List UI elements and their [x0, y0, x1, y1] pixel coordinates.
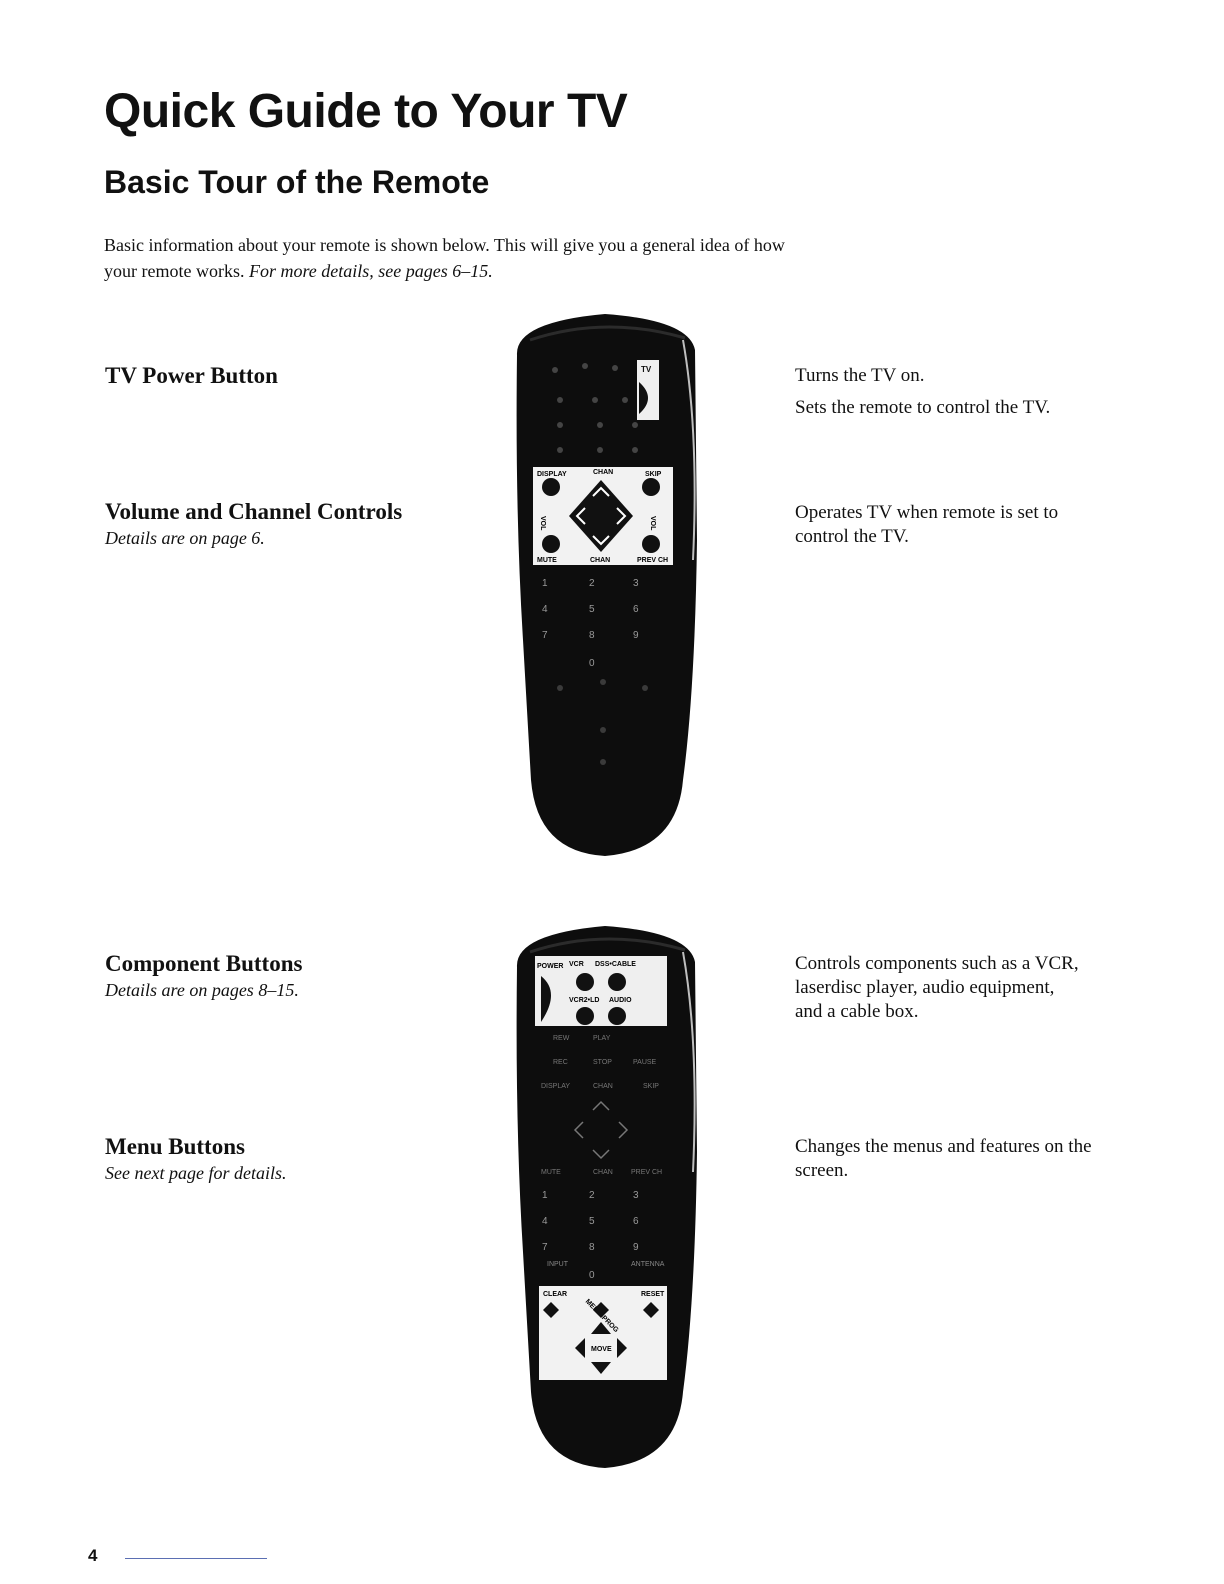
component-label — [105, 950, 302, 1002]
intro-text: Basic information about your remote is shown below. This will give you a general idea of how your remote works. — [104, 235, 785, 281]
digit-0: 0 — [589, 1270, 595, 1281]
menu-label — [105, 1133, 286, 1185]
digit-9: 9 — [633, 1242, 639, 1253]
power-title: TV Power Button — [105, 363, 278, 388]
display-label: DISPLAY — [541, 1083, 571, 1090]
reset-label: RESET — [641, 1291, 665, 1298]
digit-7: 7 — [542, 1242, 548, 1253]
footer-rule — [125, 1558, 267, 1559]
dss-cable-label: DSS•CABLE — [595, 961, 636, 968]
power-desc-line1: Turns the TV on. — [795, 365, 925, 386]
section-title: Basic Tour of the Remote — [104, 164, 490, 200]
skip-label: SKIP — [645, 471, 662, 478]
clear-label: CLEAR — [543, 1291, 568, 1298]
mute-button — [542, 535, 560, 553]
digit-4: 4 — [542, 1216, 548, 1227]
intro-details-reference: For more details, see pages 6–15. — [248, 261, 493, 281]
menu-description: Changes the menus and features on the screen. — [795, 1136, 1092, 1181]
vcr2-ld-button — [576, 1007, 594, 1025]
digit-2: 2 — [589, 1190, 595, 1201]
antenna-label: ANTENNA — [631, 1261, 665, 1268]
display-label: DISPLAY — [537, 471, 567, 478]
prev-ch-label: PREV CH — [631, 1169, 663, 1176]
power-label — [105, 362, 278, 390]
vol-label-left: VOL — [539, 516, 546, 531]
display-button — [542, 478, 560, 496]
digit-1: 1 — [542, 1190, 548, 1201]
volume-note: Details are on page 6. — [105, 528, 265, 548]
digit-9: 9 — [633, 630, 639, 641]
rew-label: REW — [553, 1035, 570, 1042]
component-note: Details are on pages 8–15. — [105, 980, 299, 1000]
vcr-button — [576, 973, 594, 991]
chan-down-label: CHAN — [593, 1169, 613, 1176]
play-label: PLAY — [593, 1035, 611, 1042]
tv-button-label: TV — [641, 365, 652, 374]
digit-6: 6 — [633, 604, 639, 615]
power-desc-line2: Sets the remote to control the TV. — [795, 397, 1051, 418]
digit-6: 6 — [633, 1216, 639, 1227]
remote-illustration-components — [505, 922, 705, 1470]
prev-ch-button — [642, 535, 660, 553]
chan-up-label: CHAN — [593, 469, 614, 476]
rec-label: REC — [553, 1059, 568, 1066]
pause-label: PAUSE — [633, 1059, 657, 1066]
audio-label: AUDIO — [609, 997, 632, 1004]
volume-description: Operates TV when remote is set to control the TV. — [795, 502, 1059, 547]
volume-title: Volume and Channel Controls — [105, 499, 403, 524]
digit-4: 4 — [542, 604, 548, 615]
power-label: POWER — [537, 963, 564, 970]
digit-7: 7 — [542, 630, 548, 641]
chan-label: CHAN — [593, 1083, 613, 1090]
intro-paragraph — [104, 232, 804, 284]
digit-3: 3 — [633, 1190, 639, 1201]
digit-2: 2 — [589, 578, 595, 589]
mute-label: MUTE — [537, 557, 557, 564]
vcr2-ld-label: VCR2•LD — [569, 997, 600, 1004]
digit-3: 3 — [633, 578, 639, 589]
menu-title: Menu Buttons — [105, 1134, 245, 1159]
skip-label: SKIP — [643, 1083, 659, 1090]
digit-8: 8 — [589, 630, 595, 641]
volume-label — [105, 498, 402, 550]
page-number: 4 — [88, 1546, 98, 1565]
stop-label: STOP — [593, 1059, 612, 1066]
digit-5: 5 — [589, 1216, 595, 1227]
digit-8: 8 — [589, 1242, 595, 1253]
chan-down-label: CHAN — [590, 557, 611, 564]
digit-5: 5 — [589, 604, 595, 615]
dss-cable-button — [608, 973, 626, 991]
vol-label-right: VOL — [649, 516, 656, 531]
component-title: Component Buttons — [105, 951, 303, 976]
component-description: Controls components such as a VCR, laserdisc player, audio equipment, and a cable box. — [795, 953, 1079, 1022]
mute-label: MUTE — [541, 1169, 561, 1176]
power-description — [795, 364, 1125, 420]
page-title: Quick Guide to Your TV — [104, 85, 628, 138]
audio-button — [608, 1007, 626, 1025]
skip-button — [642, 478, 660, 496]
digit-1: 1 — [542, 578, 548, 589]
digit-0: 0 — [589, 658, 595, 669]
remote-illustration-tv — [505, 310, 705, 860]
prev-ch-label: PREV CH — [637, 557, 669, 564]
menu-note: See next page for details. — [105, 1163, 287, 1183]
input-label: INPUT — [547, 1261, 568, 1268]
move-label: MOVE — [591, 1346, 612, 1353]
vcr-label: VCR — [569, 961, 584, 968]
